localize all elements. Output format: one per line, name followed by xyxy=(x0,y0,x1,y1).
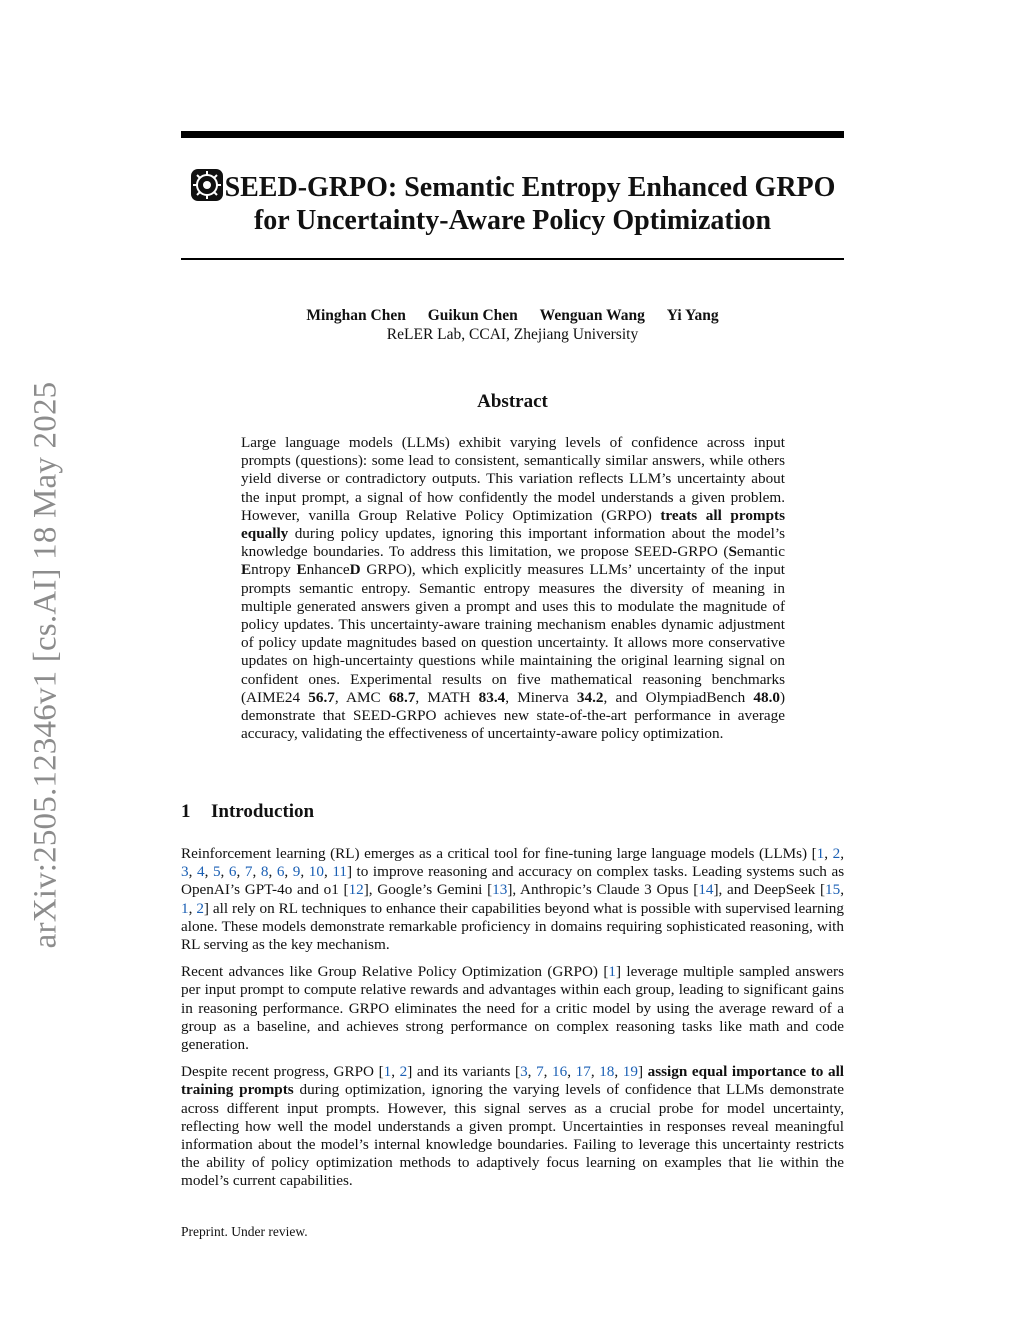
citation-link[interactable]: 9 xyxy=(292,863,301,881)
paragraph: Despite recent progress, GRPO [1, 2] and its variants [3, 7, 16, 17, 18, 19] assign equal importance to all training prompts during optimization, ignoring the varying levels of confidence that LLMs demonstrate across different input prompts. However, this signal serves as a crucial probe for model uncertainty, reflecting how well the model understands a given prompt. Uncertainties in responses reveal meaningful information about the model’s internal knowledge boundaries. Failing to leverage this uncertainty restricts the ability of policy optimization methods to adaptively focus learning on examples that lie within the model’s current capabilities. xyxy=(181,1063,845,1190)
citation-link[interactable]: 1 xyxy=(608,963,616,981)
author-block xyxy=(181,306,844,344)
citation-link[interactable]: 19 xyxy=(622,1063,638,1081)
citation-link[interactable]: 1 xyxy=(181,899,189,917)
citation-link[interactable]: 16 xyxy=(552,1063,568,1081)
citation-link[interactable]: 3 xyxy=(181,863,189,881)
citation-link[interactable]: 2 xyxy=(399,1063,408,1081)
citation-link[interactable]: 4 xyxy=(196,863,205,881)
author-list xyxy=(181,306,844,325)
citation-link[interactable]: 10 xyxy=(308,863,324,881)
citation-link[interactable]: 13 xyxy=(492,881,508,899)
author-name: Wenguan Wang xyxy=(539,307,645,324)
citation-link[interactable]: 5 xyxy=(212,863,221,881)
abstract-heading: Abstract xyxy=(477,391,548,412)
arxiv-identifier-stamp: arXiv:2505.12346v1 [cs.AI] 18 May 2025 xyxy=(27,381,64,949)
citation-link[interactable]: 7 xyxy=(244,863,253,881)
paper-title xyxy=(181,168,844,237)
title-bottom-rule xyxy=(181,258,844,260)
author-name: Minghan Chen xyxy=(306,307,406,324)
seed-logo-icon xyxy=(190,168,224,202)
citation-link[interactable]: 2 xyxy=(196,899,204,917)
paragraph: Reinforcement learning (RL) emerges as a critical tool for fine-tuning large language models (LLMs) [1, 2, 3, 4, 5, 6, 7, 8, 6, 9, 10, 11] to improve reasoning and accuracy on complex tasks. Leading systems such as OpenAI’s GPT-4o and o1 [12], Google’s Gemini [13], Anthropic’s Claude 3 Opus [14], and DeepSeek [15, 1, 2] all rely on RL techniques to enhance their capabilities beyond what is possible with supervised learning alone. These models demonstrate remarkable proficiency in domains requiring sophisticated reasoning, with RL serving as the key mechanism. xyxy=(181,845,845,954)
footer-note: Preprint. Under review. xyxy=(181,1224,308,1239)
citation-link[interactable]: 15 xyxy=(825,881,841,899)
citation-link[interactable]: 6 xyxy=(276,863,285,881)
citation-link[interactable]: 1 xyxy=(816,845,825,862)
title-top-rule xyxy=(181,131,844,138)
citation-link[interactable]: 11 xyxy=(332,863,347,881)
citation-link[interactable]: 7 xyxy=(536,1063,544,1081)
title-line-1: SEED-GRPO: Semantic Entropy Enhanced GRPO xyxy=(224,172,836,203)
affiliation: ReLER Lab, CCAI, Zhejiang University xyxy=(386,326,639,343)
citation-link[interactable]: 12 xyxy=(348,881,364,899)
citation-link[interactable]: 17 xyxy=(575,1063,591,1081)
author-name: Guikun Chen xyxy=(427,307,518,324)
author-name: Yi Yang xyxy=(666,307,719,324)
citation-link[interactable]: 8 xyxy=(260,863,269,881)
abstract-text: Large language models (LLMs) exhibit varying levels of confidence across input prompts (questions): some lead to consistent, semantically similar answers, while others yield diverse or contradictory outputs. This variation reflects LLM’s uncertainty about the input prompt, a signal of how confidently the model understands a given problem. However, vanilla Group Relative Policy Optimization (GRPO) treats all prompts equally during policy updates, ignoring this important information about the model’s knowledge boundaries. To address this limitation, we propose SEED-GRPO (Semantic Entropy EnhanceD GRPO), which explicitly measures LLMs’ uncertainty of the input prompts semantic entropy. Semantic entropy measures the diversity of meaning in multiple generated answers given a prompt and uses this to modulate the magnitude of policy updates. This uncertainty-aware training mechanism enables dynamic adjustment of policy update magnitudes based on question uncertainty. It allows more conservative updates on high-uncertainty questions while maintaining the original learning signal on confident ones. Experimental results on five mathematical reasoning benchmarks (AIME24 56.7, AMC 68.7, MATH 83.4, Minerva 34.2, and OlympiadBench 48.0) demonstrate that SEED-GRPO achieves new state-of-the-art performance in average accuracy, validating the effectiveness of uncertainty-aware policy optimization. xyxy=(241,434,786,743)
citation-link[interactable]: 3 xyxy=(520,1063,528,1081)
citation-link[interactable]: 6 xyxy=(228,863,237,881)
citation-link[interactable]: 18 xyxy=(599,1063,615,1081)
introduction-body xyxy=(181,845,844,1200)
paragraph: Recent advances like Group Relative Policy Optimization (GRPO) [1] leverage multiple sampled answers per input prompt to compute relative rewards and advantages within each group, leading to significant gains in reasoning performance. GRPO eliminates the need for a critic model by using the average reward of a group as a baseline, and achieves strong performance on complex reasoning tasks like math and code generation. xyxy=(181,963,844,1054)
section-heading-introduction: 1 Introduction xyxy=(181,801,315,822)
citation-link[interactable]: 14 xyxy=(698,881,714,899)
citation-link[interactable]: 2 xyxy=(832,845,841,862)
citation-link[interactable]: 1 xyxy=(383,1063,392,1081)
title-line-2: for Uncertainty-Aware Policy Optimization xyxy=(253,205,772,236)
